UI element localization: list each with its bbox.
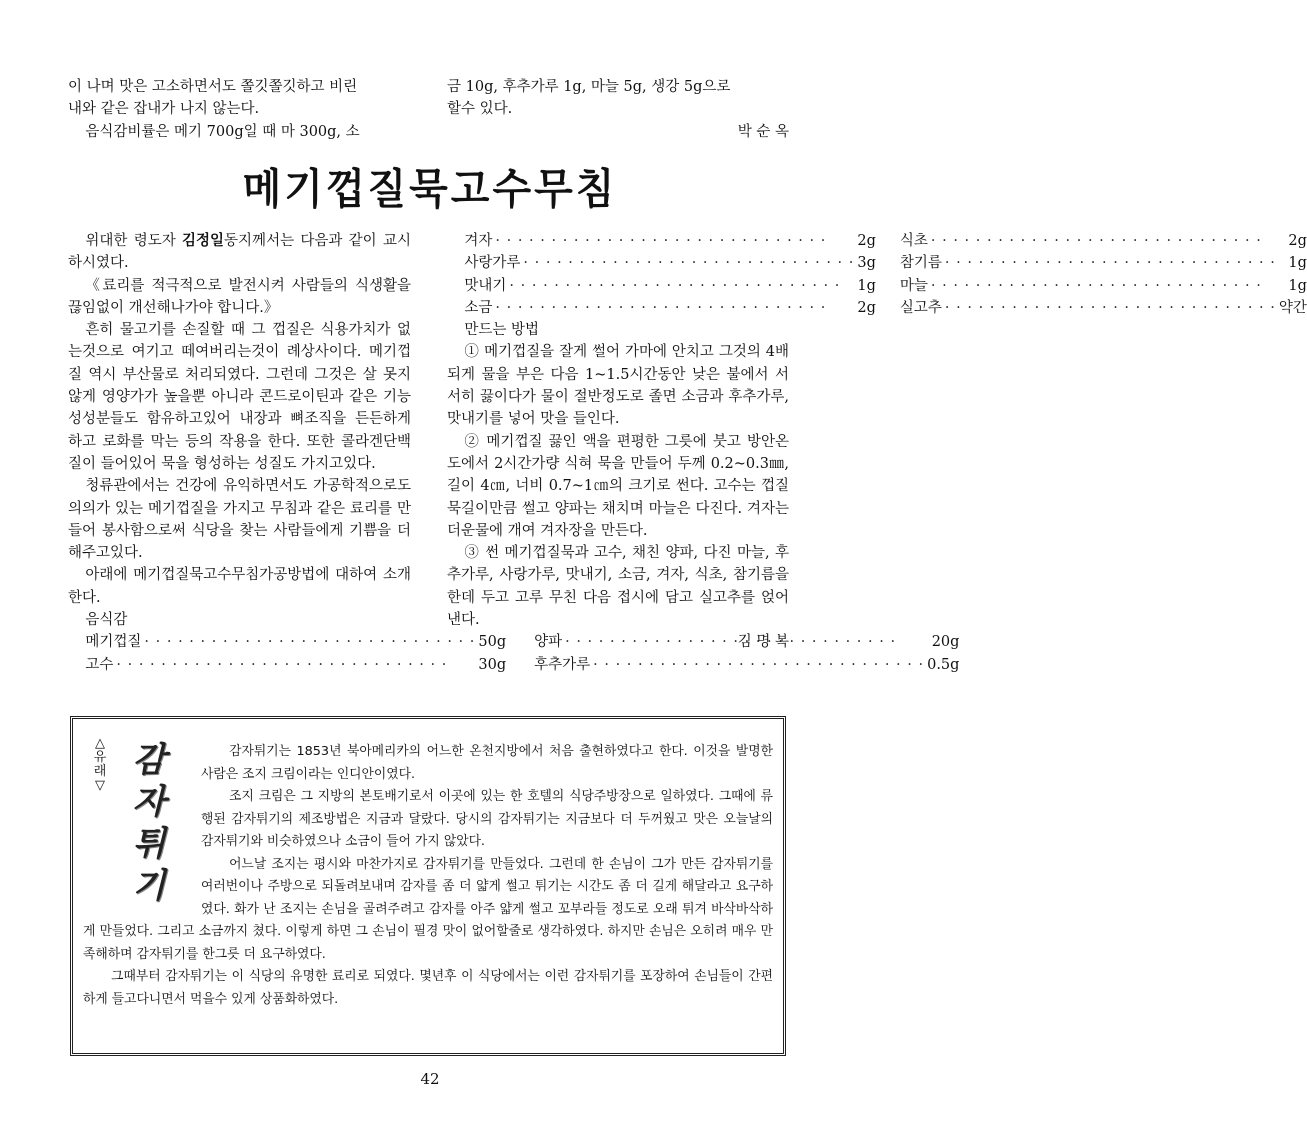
sidebar-para-4: 그때부터 감자튀기는 이 식당의 유명한 료리로 되였다. 몇년후 이 식당에서는 이런 감자튀기를 포장하여 손님들이 간편하게 들고다니면서 먹을수 있게 상품화하였다. <box>83 969 773 1007</box>
intro-paragraph <box>68 230 411 275</box>
sidebar-para-1: 감자튀기는 1853년 북아메리카의 어느한 온천지방에서 처음 출현하였다고 한다. 이것을 발명한 사람은 조지 크림이라는 인디안이였다. <box>201 744 773 782</box>
body-para-2: 청류관에서는 건강에 유익하면서도 가공학적으로도 의의가 있는 메기껍질을 가지고 무침과 같은 료리를 만들어 봉사함으로써 식당을 찾는 사람들에게 기쁨을 더해주고있다. <box>68 478 411 562</box>
method-heading: 만드는 방법 <box>464 322 540 339</box>
vertical-title-char: 튀 <box>132 824 166 864</box>
origin-sidebar-box <box>70 716 786 1056</box>
triangle-down-icon: ▽ <box>95 778 105 793</box>
sidebar-para-2: 조지 크림은 그 지방의 본토배기로서 이곳에 있는 한 호텔의 식당주방장으로 일하였다. 그때에 류행된 감자튀기의 제조방법은 지금과 달랐다. 당시의 감자튀기는 지금보다 더 두꺼웠고 맛은 오늘날의 감자튀기와 비슷하였으나 소금이 들어 가지 않았다. <box>201 789 773 849</box>
leader-name: 김정일 <box>182 232 225 249</box>
top-right-author: 박 순 옥 <box>737 123 789 140</box>
intro-pre: 위대한 령도자 <box>85 233 183 249</box>
article-author: 김 명 복 <box>737 634 789 651</box>
body-para-1: 흔히 물고기를 손질할 때 그 껍질은 식용가치가 없는것으로 여기고 떼여버리는것이 례상사이다. 메기껍질 역시 부산물로 처리되였다. 그런데 그것은 살 못지 않게 영양가가 높을뿐 아니라 콘드로이틴과 같은 기능성성분들도 함유하고있어 내장과 뼈조직을 든든하게 하고 로화를 막는 등의 작용을 한다. 또한 콜라겐단백질이 들어있어 묵을 형성하는 성질도 가지고있다. <box>68 322 411 472</box>
ingredient-row: 메기껍질 · · · 50g <box>85 631 506 653</box>
top-left-line-1: 이 나며 맛은 고소하면서도 쫄깃쫄깃하고 비린 <box>68 79 358 95</box>
vertical-title-char: 기 <box>132 866 166 906</box>
ingredient-row: 참기름 · · · 1g <box>900 252 1307 274</box>
sidebar-text <box>83 741 773 1011</box>
right-column <box>447 230 1307 654</box>
ingredient-row: 겨자 · · · 2g <box>464 230 876 252</box>
triangle-up-icon: △ <box>95 736 105 751</box>
article-title: 메기껍질묵고수무침 <box>242 165 618 215</box>
quote: 《료리를 적극적으로 발전시켜 사람들의 식생활을 끊임없이 개선해나가야 합니다.》 <box>68 277 411 316</box>
ingredients-heading: 음식감 <box>85 612 128 629</box>
page-number: 42 <box>420 1070 440 1088</box>
ingredient-row: 맛내기 · · · 1g <box>464 275 876 297</box>
ingredient-row: 식초 · · · 2g <box>900 230 1307 252</box>
top-left-para-2: 음식감비률은 메기 700g일 때 마 300g, 소 <box>85 123 360 140</box>
method-step-3: ③ 썬 메기껍질묵과 고수, 채친 양파, 다진 마늘, 후추가루, 사랑가루, 맛내기, 소금, 겨자, 식초, 참기름을 한데 두고 고루 무친 다음 접시에 담고 실고추를 얹어 낸다. <box>447 545 789 629</box>
sidebar-para-3: 어느날 조지는 평시와 마찬가지로 감자튀기를 만들었다. 그런데 한 손님이 그가 만든 감자튀기를 여러번이나 주방으로 되돌려보내며 감자를 좀 더 얇게 썰고 튀기는 시간도 좀 더 길게 해달라고 요구하였다. 화가 난 조지는 손님을 골려주려고 감자를 아주 얇게 썰고 꼬부라들 정도로 오래 튀겨 바삭바삭하게 만들었다. 그리고 소금까지 쳤다. 이렇게 하면 그 손님이 필경 맛이 없어할줄로 생각하였다. 하지만 손님은 오히려 매우 만족해하며 감자튀기를 한그릇 더 요구하였다. <box>83 856 773 962</box>
top-right-line-1: 금 10g, 후추가루 1g, 마늘 5g, 생강 5g으로 <box>447 79 731 95</box>
top-right-line-2: 할수 있다. <box>447 101 513 118</box>
ingredient-row: 양파 · · · 20g <box>534 631 959 653</box>
origin-tag-char: 유 <box>93 750 107 765</box>
top-left-line-2: 내와 같은 잡내가 나지 않는다. <box>68 101 260 118</box>
top-right-column <box>447 76 789 143</box>
body-para-3: 아래에 메기껍질묵고수무침가공방법에 대하여 소개한다. <box>68 567 411 606</box>
vertical-title-char: 자 <box>132 782 166 822</box>
ingredient-row: 소금 · · · 2g <box>464 297 876 319</box>
right-ingredient-list <box>447 230 1307 319</box>
vertical-title-char: 감 <box>132 740 166 780</box>
intro-post: 동지께서는 다음과 같이 교시하시였다. <box>68 233 411 272</box>
ingredient-row: 후추가루 · · · 0.5g <box>534 654 959 676</box>
ingredient-row: 마늘 · · · 1g <box>900 275 1307 297</box>
ingredient-row: 고수 · · · 30g <box>85 654 506 676</box>
origin-tag-char: 래 <box>93 764 107 779</box>
ingredient-row: 사랑가루 · · · 3g <box>464 252 876 274</box>
ingredient-row: 실고추 · · · 약간 <box>900 297 1307 319</box>
method-step-2: ② 메기껍질 끓인 액을 편평한 그릇에 붓고 방안온도에서 2시간가량 식혀 묵을 만들어 두께 0.2~0.3㎜, 길이 4㎝, 너비 0.7~1㎝의 크기로 썬다. 고수는 껍질묵길이만큼 썰고 양파는 채치며 마늘은 다진다. 겨자는 더운물에 개여 겨자장을 만든다. <box>447 433 789 539</box>
method-step-1: ① 메기껍질을 잘게 썰어 가마에 안치고 그것의 4배 되게 물을 부은 다음 1~1.5시간동안 낮은 불에서 서서히 끓이다가 물이 절반정도로 졸면 소금과 후추가루, 맛내기를 넣어 맛을 들인다. <box>447 344 789 428</box>
top-left-column <box>68 76 411 143</box>
